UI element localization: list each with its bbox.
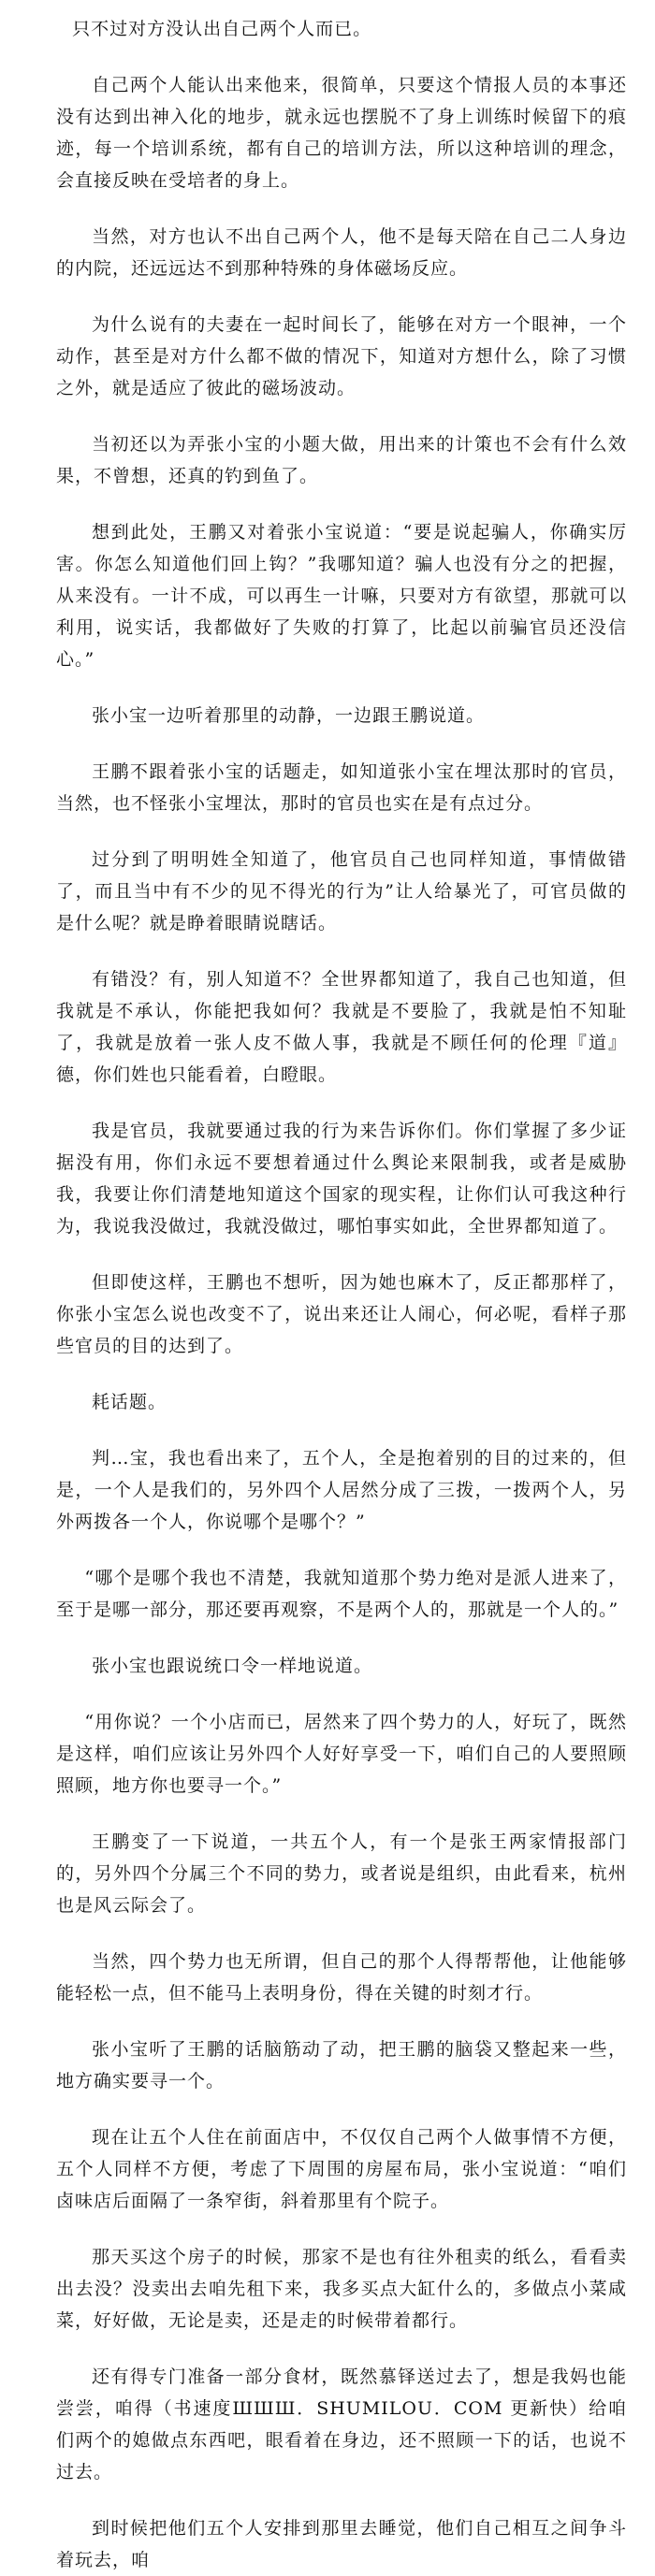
paragraph-13: 耗话题。 <box>92 1392 167 1412</box>
paragraph-23: 还有得专门准备一部分食材，既然慕铎送过去了，想是我妈也能尝尝，咱得（书速度ШШШ．SHUMILOU．COM 更新快）给咱们两个的媳做点东西吧，眼看着在身边，还不照顾一下的话，也说不过去。 <box>56 2366 627 2482</box>
paragraph-19: 当然，四个势力也无所谓，但自己的那个人得帮帮他，让他能够能轻松一点，但不能马上表明身份，得在关键的时刻才行。 <box>56 1951 627 2004</box>
paragraph-2: 自己两个人能认出来他来，很简单，只要这个情报人员的本事还没有达到出神入化的地步，就永远也摆脱不了身上训练时候留下的痕迹，每一个培训系统，都有自己的培训方法，所以这种培训的理念，会直接反映在受培者的身上。 <box>56 75 627 191</box>
paragraph-20: 张小宝听了王鹏的话脑筋动了动，把王鹏的脑袋又整起来一些，地方确实要寻一个。 <box>56 2039 627 2091</box>
paragraph-9: 过分到了明明姓全知道了，他官员自己也同样知道，事情做错了，而且当中有不少的见不得光的行为”让人给暴光了，可官员做的是什么呢？就是睁着眼睛说瞎话。 <box>56 849 627 933</box>
paragraph-24: 到时候把他们五个人安排到那里去睡觉，他们自己相互之间争斗着玩去，咱 <box>56 2518 627 2570</box>
paragraph-3: 当然，对方也认不出自己两个人，他不是每天陪在自己二人身边的内院，还远远达不到那种特殊的身体磁场反应。 <box>56 226 627 279</box>
paragraph-18: 王鹏变了一下说道，一共五个人，有一个是张王两家情报部门的，另外四个分属三个不同的势力，或者说是组织，由此看来，杭州也是风云际会了。 <box>56 1831 627 1916</box>
paragraph-1: 只不过对方没认出自己两个人而已。 <box>72 19 372 39</box>
paragraph-8: 王鹏不跟着张小宝的话题走，如知道张小宝在埋汰那时的官员，当然，也不怪张小宝埋汰，那时的官员也实在是有点过分。 <box>56 761 627 814</box>
paragraph-14: 判…宝，我也看出来了，五个人，全是抱着别的目的过来的，但是，一个人是我们的，另外四个人居然分成了三拨，一拨两个人，另外两拨各一个人，你说哪个是哪个？” <box>56 1448 627 1532</box>
paragraph-7: 张小宝一边听着那里的动静，一边跟王鹏说道。 <box>92 705 486 726</box>
paragraph-6: 想到此处，王鹏又对着张小宝说道：“要是说起骗人，你确实厉害。你怎么知道他们回上钩？”我哪知道？骗人也没有分之的把握，从来没有。一计不成，可以再生一计嘛，只要对方有欲望，那就可以利用，说实话，我都做好了失败的打算了，比起以前骗官员还没信心。” <box>56 522 627 670</box>
paragraph-4: 为什么说有的夫妻在一起时间长了，能够在对方一个眼神，一个动作，甚至是对方什么都不做的情况下，知道对方想什么，除了习惯之外，就是适应了彼此的磁场波动。 <box>56 314 627 398</box>
paragraph-12: 但即使这样，王鹏也不想听，因为她也麻木了，反正都那样了，你张小宝怎么说也改变不了，说出来还让人闹心，何必呢，看样子那些官员的目的达到了。 <box>56 1272 627 1356</box>
paragraph-16: 张小宝也跟说统口令一样地说道。 <box>92 1656 373 1676</box>
paragraph-5: 当初还以为弄张小宝的小题大做，用出来的计策也不会有什么效果，不曾想，还真的钓到鱼了。 <box>56 434 627 486</box>
paragraph-11: 我是官员，我就要通过我的行为来告诉你们。你们掌握了多少证据没有用，你们永远不要想着通过什么舆论来限制我，或者是威胁我，我要让你们清楚地知道这个国家的现实程，让你们认可我这种行为，我说我没做过，我就没做过，哪怕事实如此，全世界都知道了。 <box>56 1121 627 1237</box>
paragraph-21: 现在让五个人住在前面店中，不仅仅自己两个人做事情不方便，五个人同样不方便，考虑了下周围的房屋布局，张小宝说道：“咱们卤味店后面隔了一条窄街，斜着那里有个院子。 <box>56 2127 627 2211</box>
paragraph-17: “用你说？一个小店而已，居然来了四个势力的人，好玩了，既然是这样，咱们应该让另外四个人好好享受一下，咱们自己的人要照顾照顾，地方你也要寻一个。” <box>56 1712 627 1796</box>
paragraph-22: 那天买这个房子的时候，那家不是也有往外租卖的纸么，看看卖出去没？没卖出去咱先租下来，我多买点大缸什么的，多做点小菜咸菜，好好做，无论是卖，还是走的时候带着都行。 <box>56 2247 627 2331</box>
paragraph-10: 有错没？有，别人知道不？全世界都知道了，我自己也知道，但我就是不承认，你能把我如何？我就是不要脸了，我就是怕不知耻了，我就是放着一张人皮不做人事，我就是不顾任何的伦理『道』德，你们姓也只能看着，白瞪眼。 <box>56 969 627 1085</box>
paragraph-15: “哪个是哪个我也不清楚，我就知道那个势力绝对是派人进来了，至于是哪一部分，那还要再观察，不是两个人的，那就是一个人的。” <box>56 1568 627 1620</box>
